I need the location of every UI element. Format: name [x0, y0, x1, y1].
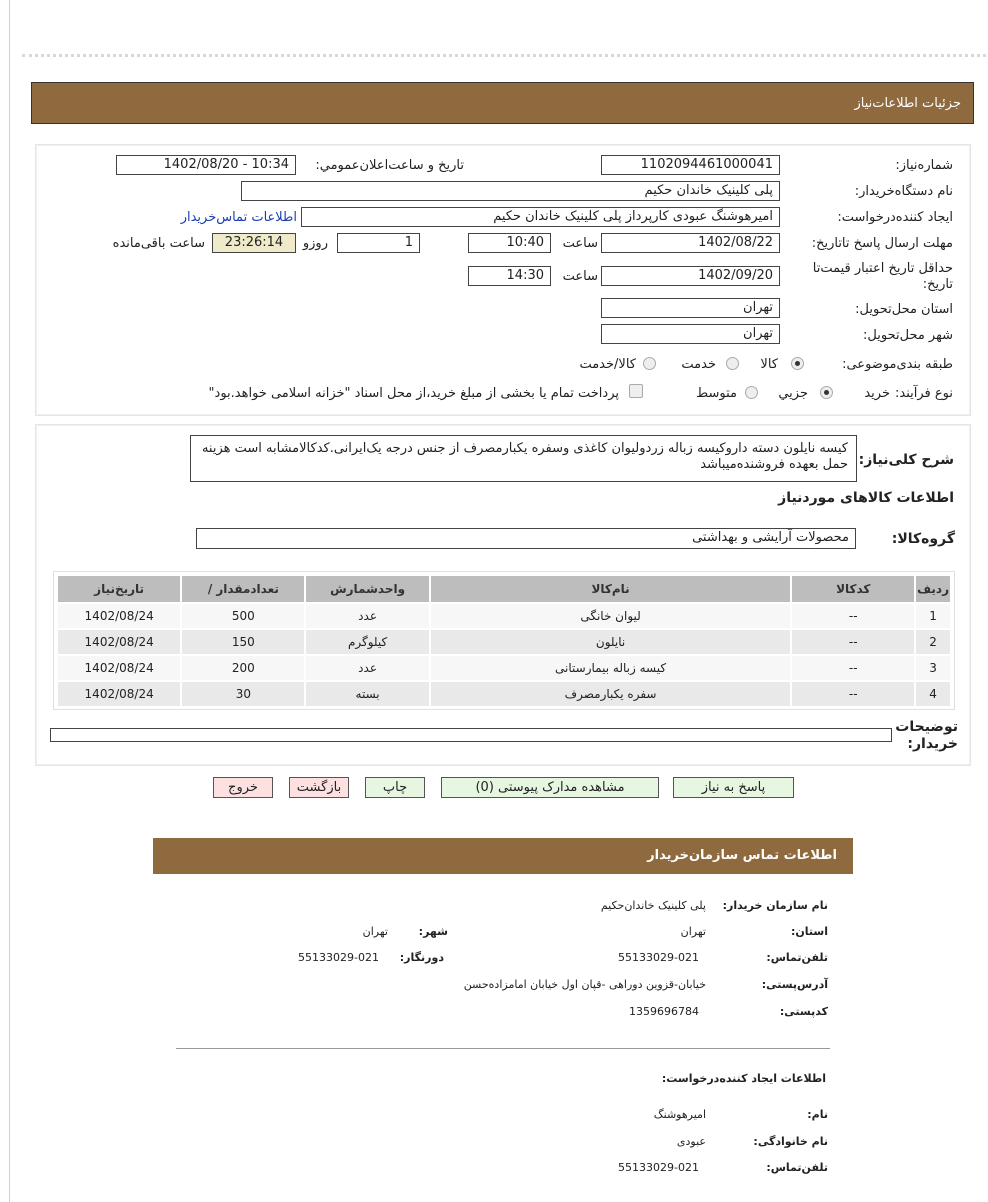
cell-unit: عدد [306, 656, 428, 680]
process-option-partial: جزیي [778, 386, 808, 401]
day-label: روزو [302, 236, 328, 251]
category-radio-service[interactable] [726, 357, 739, 370]
city-label: شهر محل‌تحویل: [863, 328, 953, 343]
creator-family-label: نام خانوادگی: [753, 1135, 828, 1148]
buyer-org-field: پلی کلینیک خاندان حکیم [241, 181, 780, 201]
validity-time-label: ساعت [562, 269, 598, 284]
process-prefix: خرید [864, 386, 890, 401]
col-unit: واحدشمارش [306, 576, 428, 602]
table-row [58, 682, 950, 706]
contact-city-label: شهر: [418, 925, 448, 938]
contact-postal-label: کد‌پستی: [779, 1005, 828, 1018]
remaining-label: ساعت باقی‌مانده [112, 236, 205, 251]
contact-city-value: تهران [362, 925, 388, 938]
buyer-notes-field [50, 728, 892, 742]
table-row [58, 604, 950, 628]
contact-address-label: آدرس‌پستی: [761, 978, 828, 991]
payment-checkbox[interactable] [629, 384, 643, 398]
creator-phone-label: تلفن‌تماس: [766, 1161, 828, 1174]
contact-phone-value: 55133029-021 [618, 951, 699, 964]
reply-time-label: ساعت [562, 236, 598, 251]
description-field: کیسه نایلون دسته داروکیسه زباله زردولیوان کاغذی وسفره یکبارمصرف از جنس درجه یک‌ایرانی.کدکالامشابه است هزینه حمل بعهده فروشنده‌میباشد [190, 435, 857, 482]
category-label: طبقه بندی‌موضوعی: [842, 357, 953, 372]
cell-item-code: -- [792, 656, 914, 680]
creator-name-value: امیرهوشنگ [653, 1108, 706, 1121]
need-no-label: شماره‌نیاز: [895, 158, 953, 173]
announce-field: 1402/08/20 - 10:34 [116, 155, 296, 175]
cell-item-name: کیسه زباله بیمارستانی [431, 656, 791, 680]
goods-group-label: گروه‌کالا: [891, 531, 955, 547]
cell-need-date: 1402/08/24 [58, 630, 180, 654]
validity-date-field: 1402/09/20 [601, 266, 780, 286]
cell-quantity: 30 [182, 682, 304, 706]
cell-unit: کیلوگرم [306, 630, 428, 654]
goods-group-field: محصولات آرایشی و بهداشتی [196, 528, 856, 549]
cell-row-number: 1 [916, 604, 950, 628]
contact-header [153, 838, 853, 874]
cell-item-name: نایلون [431, 630, 791, 654]
reply-deadline-label: مهلت ارسال پاسخ تا‌تاریخ: [811, 236, 953, 251]
contact-postal-value: 1359696784 [629, 1005, 699, 1018]
page-left-border [9, 0, 10, 1202]
contact-org-value: پلی کلینیک خاندان‌حکیم [600, 899, 706, 912]
col-item-code: کدکالا [792, 576, 914, 602]
creator-info-title: اطلاعات ایجاد کننده‌درخواست: [661, 1072, 826, 1085]
top-dotted-divider [22, 54, 986, 57]
col-need-date: تاریخ‌نیاز [58, 576, 180, 602]
cell-row-number: 3 [916, 656, 950, 680]
table-row [58, 656, 950, 680]
remaining-time-field: 23:26:14 [212, 233, 296, 253]
province-label: استان محل‌تحویل: [855, 302, 953, 317]
col-quantity: تعداد‌مقدار / [182, 576, 304, 602]
process-radio-medium[interactable] [745, 386, 758, 399]
contact-org-label: نام سازمان خریدار: [722, 899, 828, 912]
cell-quantity: 200 [182, 656, 304, 680]
exit-button[interactable]: خروج [213, 777, 273, 798]
cell-row-number: 2 [916, 630, 950, 654]
creator-name-label: نام: [807, 1108, 828, 1121]
buyer-contact-link[interactable]: اطلاعات تماس‌خریدار [180, 210, 297, 225]
cell-item-code: -- [792, 630, 914, 654]
category-radio-goods-service[interactable] [643, 357, 656, 370]
validity-time-field: 14:30 [468, 266, 551, 286]
category-radio-goods[interactable] [791, 357, 804, 370]
page-title: جزئیات اطلاعات‌نیاز [854, 96, 961, 111]
description-label: شرح کلی‌نیاز: [858, 452, 954, 468]
page-header [31, 82, 974, 124]
cell-need-date: 1402/08/24 [58, 656, 180, 680]
contact-title: اطلاعات تماس سازمان‌خریدار [647, 848, 837, 863]
province-field: تهران [601, 298, 780, 318]
creator-family-value: عبودی [676, 1135, 706, 1148]
process-label: نوع فرآیند: [895, 386, 953, 401]
city-field: تهران [601, 324, 780, 344]
category-option-goods-service: کالا‌/خدمت [579, 357, 636, 372]
contact-phone-label: تلفن‌تماس: [766, 951, 828, 964]
validity-label: حداقل تاریخ اعتبار قیمت‌تا تاریخ: [812, 261, 953, 292]
goods-table [56, 574, 952, 708]
category-option-goods: کالا [760, 357, 778, 372]
contact-fax-label: دورنگار: [399, 951, 444, 964]
creator-phone-value: 55133029-021 [618, 1161, 699, 1174]
reply-button[interactable]: پاسخ به نیاز [673, 777, 794, 798]
buyer-org-label: نام دستگاه‌خریدار: [854, 184, 953, 199]
reply-time-field: 10:40 [468, 233, 551, 253]
cell-need-date: 1402/08/24 [58, 604, 180, 628]
category-option-service: خدمت [681, 357, 716, 372]
contact-separator [176, 1048, 830, 1049]
announce-label: تاریخ و ساعت‌اعلان‌عمومي: [315, 158, 464, 173]
print-button[interactable]: چاپ [365, 777, 425, 798]
process-option-medium: متوسط [696, 386, 737, 401]
cell-need-date: 1402/08/24 [58, 682, 180, 706]
buyer-notes-label: توضیحات خریدار: [895, 719, 958, 752]
cell-unit: بسته [306, 682, 428, 706]
creator-label: ایجاد کننده‌درخواست: [837, 210, 953, 225]
cell-row-number: 4 [916, 682, 950, 706]
view-attachments-button[interactable]: مشاهده مدارک پیوستی (0) [441, 777, 659, 798]
process-radio-partial[interactable] [820, 386, 833, 399]
cell-item-code: -- [792, 682, 914, 706]
cell-quantity: 150 [182, 630, 304, 654]
contact-address-value: خیابان-قزوین دوراهی -قپان اول خیابان امامزاده‌حسن [463, 978, 706, 991]
cell-quantity: 500 [182, 604, 304, 628]
goods-table-header [58, 576, 950, 602]
cell-item-name: لیوان خانگی [431, 604, 791, 628]
back-button[interactable]: بازگشت [289, 777, 349, 798]
contact-province-label: استان: [791, 925, 828, 938]
contact-fax-value: 55133029-021 [298, 951, 379, 964]
col-item-name: نام‌کالا [431, 576, 791, 602]
cell-unit: عدد [306, 604, 428, 628]
cell-item-name: سفره یکبارمصرف [431, 682, 791, 706]
contact-province-value: تهران [680, 925, 706, 938]
payment-note: پرداخت تمام یا بخشی از مبلغ خرید،از محل اسناد "خزانه اسلامی خواهد.بود" [208, 386, 619, 401]
need-no-field: 1102094461000041 [601, 155, 780, 175]
creator-field: امیرهوشنگ عبودی کارپرداز پلی کلینیک خاندان حکیم [301, 207, 780, 227]
table-row [58, 630, 950, 654]
goods-section-title: اطلاعات کالاهای مورد‌نیاز [778, 490, 954, 506]
reply-date-field: 1402/08/22 [601, 233, 780, 253]
days-field: 1 [337, 233, 420, 253]
cell-item-code: -- [792, 604, 914, 628]
col-row-number: ردیف [916, 576, 950, 602]
